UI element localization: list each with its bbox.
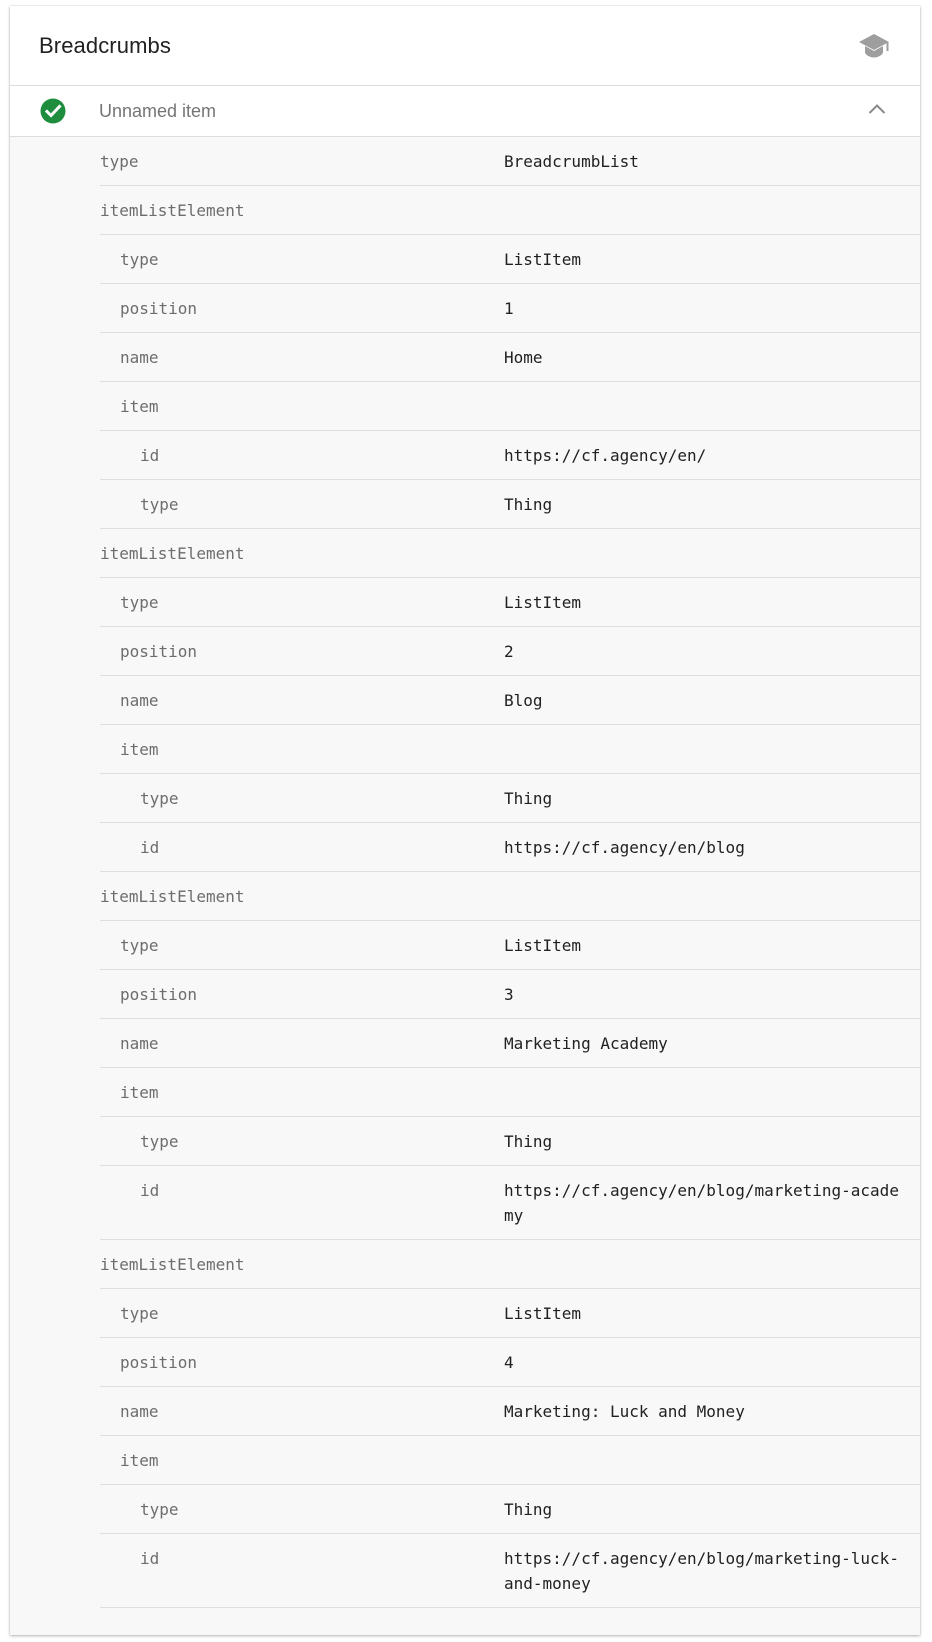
property-key: type <box>140 789 179 808</box>
property-key: name <box>120 348 159 367</box>
property-value: ListItem <box>504 1304 582 1323</box>
property-row <box>100 284 920 333</box>
property-row <box>100 1240 920 1289</box>
property-key: type <box>140 495 179 514</box>
property-key: id <box>140 446 160 465</box>
property-row <box>100 823 920 872</box>
property-row <box>100 1019 920 1068</box>
property-key: itemListElement <box>100 201 245 220</box>
property-row <box>100 1289 920 1338</box>
property-row <box>100 333 920 382</box>
property-row <box>100 676 920 725</box>
property-value <box>504 1432 920 1484</box>
property-key: itemListElement <box>100 887 245 906</box>
property-row <box>100 1068 920 1117</box>
property-value: https://cf.agency/en/blog/marketing-academy <box>504 1181 899 1225</box>
property-key: name <box>120 691 159 710</box>
property-key: position <box>120 642 198 661</box>
property-row <box>100 1387 920 1436</box>
property-row <box>100 725 920 774</box>
property-key: item <box>120 740 159 759</box>
property-row <box>100 529 920 578</box>
property-row <box>100 186 920 235</box>
breadcrumbs-card <box>10 6 920 1635</box>
property-key: id <box>140 1181 160 1200</box>
property-key: itemListElement <box>100 544 245 563</box>
property-key: item <box>120 1083 159 1102</box>
property-key: type <box>120 250 159 269</box>
property-value: ListItem <box>504 936 582 955</box>
property-key: type <box>140 1500 179 1519</box>
property-key: position <box>120 299 198 318</box>
property-row <box>100 970 920 1019</box>
property-key: type <box>140 1132 179 1151</box>
property-value: Thing <box>504 789 553 808</box>
property-value <box>504 1236 920 1288</box>
item-label: Unnamed item <box>99 101 217 121</box>
property-row <box>100 431 920 480</box>
property-row <box>100 1166 920 1240</box>
unnamed-item-row[interactable] <box>10 86 920 137</box>
property-row <box>100 627 920 676</box>
property-value: 1 <box>504 299 514 318</box>
property-row <box>100 382 920 431</box>
property-value: 4 <box>504 1353 514 1372</box>
property-key: position <box>120 1353 198 1372</box>
property-value <box>504 182 920 234</box>
property-value: https://cf.agency/en/blog/marketing-luck-and-money <box>504 1549 899 1593</box>
card-header <box>10 6 920 86</box>
property-value: 2 <box>504 642 514 661</box>
property-row <box>100 578 920 627</box>
property-value: 3 <box>504 985 514 1004</box>
property-value: ListItem <box>504 593 582 612</box>
property-value: ListItem <box>504 250 582 269</box>
property-key: name <box>120 1402 159 1421</box>
property-row <box>100 872 920 921</box>
property-value <box>504 868 920 920</box>
property-row <box>100 1534 920 1608</box>
property-key: position <box>120 985 198 1004</box>
property-row <box>100 480 920 529</box>
property-value: Marketing Academy <box>504 1034 668 1053</box>
property-key: type <box>100 152 139 171</box>
property-value: BreadcrumbList <box>504 152 639 171</box>
property-key: id <box>140 838 160 857</box>
property-key: id <box>140 1549 160 1568</box>
property-value <box>504 525 920 577</box>
property-key: item <box>120 397 159 416</box>
property-key: name <box>120 1034 159 1053</box>
property-key: type <box>120 1304 159 1323</box>
property-table <box>100 137 920 1608</box>
property-row <box>100 1117 920 1166</box>
property-row <box>100 137 920 186</box>
property-key: type <box>120 593 159 612</box>
property-value: Thing <box>504 1132 553 1151</box>
property-value: Marketing: Luck and Money <box>504 1402 745 1421</box>
property-value: Blog <box>504 691 543 710</box>
academy-cap-icon[interactable] <box>858 32 890 60</box>
property-value: Thing <box>504 1500 553 1519</box>
property-key: item <box>120 1451 159 1470</box>
property-row <box>100 235 920 284</box>
property-key: type <box>120 936 159 955</box>
property-row <box>100 1338 920 1387</box>
property-value: https://cf.agency/en/blog <box>504 838 745 857</box>
property-value: Thing <box>504 495 553 514</box>
card-title: Breadcrumbs <box>39 33 171 58</box>
check-circle-icon <box>40 98 66 124</box>
property-value <box>504 1064 920 1116</box>
property-row <box>100 774 920 823</box>
property-row <box>100 921 920 970</box>
property-key: itemListElement <box>100 1255 245 1274</box>
property-value <box>504 378 920 430</box>
chevron-up-icon[interactable] <box>868 103 886 115</box>
property-row <box>100 1436 920 1485</box>
property-value <box>504 721 920 773</box>
property-row <box>100 1485 920 1534</box>
property-value: https://cf.agency/en/ <box>504 446 707 465</box>
property-value: Home <box>504 348 543 367</box>
